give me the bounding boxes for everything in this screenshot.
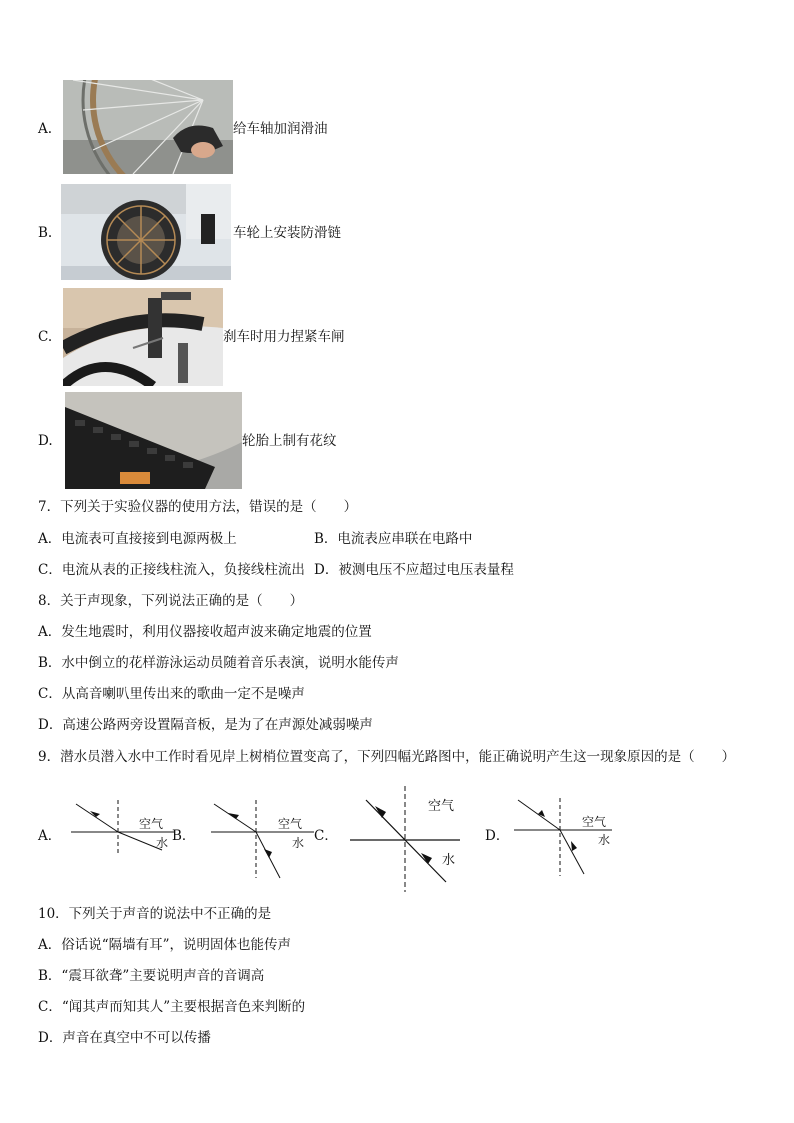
water-label: 水	[442, 853, 456, 868]
question-10-option-d: D．声音在真空中不可以传播	[38, 1030, 211, 1046]
q9-label-b: B．	[172, 828, 196, 844]
option-caption: 刹车时用力捏紧车闸	[223, 329, 345, 345]
question-8-option-d: D．高速公路两旁设置隔音板，是为了在声源处减弱噪声	[38, 717, 373, 733]
question-8-stem: 8．关于声现象，下列说法正确的是（ ）	[38, 593, 304, 609]
option-caption: 给车轴加润滑油	[233, 121, 328, 137]
option-caption: 车轮上安装防滑链	[233, 225, 341, 241]
q9-label-c: C．	[314, 828, 338, 844]
question-8-option-b: B．水中倒立的花样游泳运动员随着音乐表演，说明水能传声	[38, 655, 399, 671]
refraction-diagram-c	[348, 784, 462, 894]
q9-label-d: D．	[485, 828, 510, 844]
water-label: 水	[156, 836, 169, 850]
question-9-stem: 9．潜水员潜入水中工作时看见岸上树梢位置变高了，下列四幅光路图中，能正确说明产生这一现象原因的是（ ）	[38, 749, 736, 765]
question-7-option-d: D．被测电压不应超过电压表量程	[314, 562, 514, 578]
air-label: 空气	[139, 817, 164, 831]
question-10-option-c: C．“闻其声而知其人”主要根据音色来判断的	[38, 999, 306, 1015]
option-label: D.	[38, 433, 53, 449]
tire-tread-photo	[65, 392, 242, 489]
air-label: 空气	[582, 815, 607, 829]
question-10-option-a: A．俗话说“隔墙有耳”，说明固体也能传声	[38, 937, 292, 953]
question-10-stem: 10．下列关于声音的说法中不正确的是	[38, 906, 272, 922]
water-label: 水	[598, 833, 611, 847]
water-label: 水	[292, 836, 305, 850]
question-7-stem: 7．下列关于实验仪器的使用方法，错误的是（ ）	[38, 499, 358, 515]
option-label: B.	[38, 225, 53, 241]
question-8-option-a: A．发生地震时，利用仪器接收超声波来确定地震的位置	[38, 624, 372, 640]
option-caption: 轮胎上制有花纹	[242, 433, 337, 449]
refraction-diagram-b	[206, 798, 318, 880]
q9-label-a: A．	[38, 828, 62, 844]
question-7-option-a: A．电流表可直接接到电源两极上	[38, 531, 237, 547]
air-label: 空气	[278, 817, 303, 831]
question-8-option-c: C．从高音喇叭里传出来的歌曲一定不是噪声	[38, 686, 305, 702]
option-label: C.	[38, 329, 53, 345]
bicycle-brake-photo	[63, 288, 223, 386]
question-10-option-b: B．“震耳欲聋”主要说明声音的音调高	[38, 968, 265, 984]
question-7-option-b: B．电流表应串联在电路中	[314, 531, 473, 547]
bicycle-wheel-photo	[63, 80, 233, 174]
air-label: 空气	[428, 799, 455, 814]
snow-chain-tire-photo	[61, 184, 231, 280]
refraction-diagram-a	[66, 798, 178, 856]
refraction-diagram-d	[512, 796, 616, 878]
question-7-option-c: C．电流从表的正接线柱流入，负接线柱流出	[38, 562, 305, 578]
option-label: A.	[38, 121, 53, 137]
